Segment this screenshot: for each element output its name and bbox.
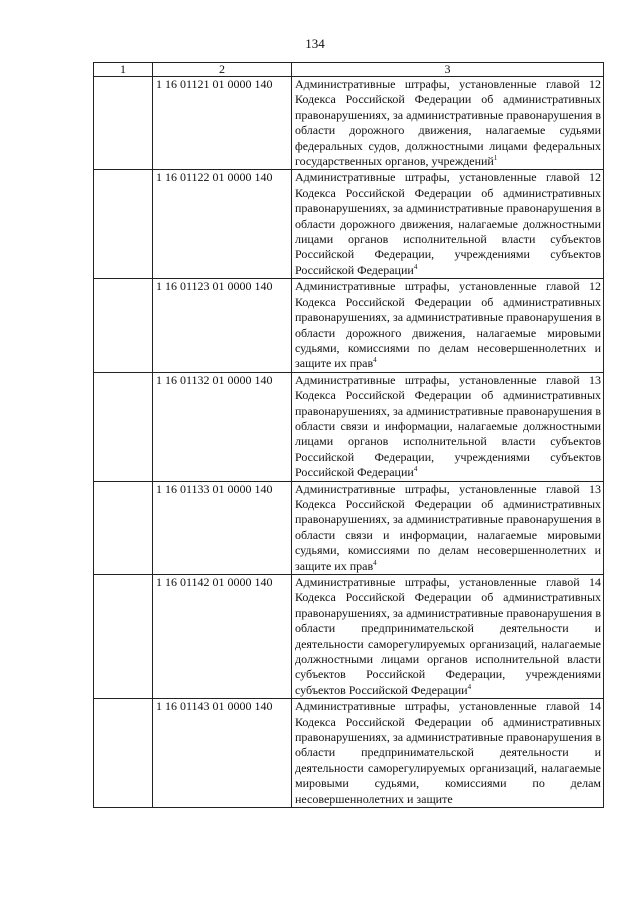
footnote-marker: 4 (413, 262, 418, 271)
budget-code-cell: 1 16 01132 01 0000 140 (153, 372, 292, 481)
description-cell (292, 170, 604, 279)
description-text: Административные штрафы, установленные главой 13 Кодекса Российской Федерации об административных правонарушениях, за административные правонарушения в области связи и информации, налагаемые должностными лицами органов исполнительной власти субъектов Российской Федерации, учреждениями субъектов Российской Федерации (295, 372, 601, 480)
table-row (94, 699, 604, 808)
budget-code-cell: 1 16 01142 01 0000 140 (153, 575, 292, 699)
description-text: Административные штрафы, установленные главой 12 Кодекса Российской Федерации об административных правонарушениях, за административные правонарушения в области дорожного движения, налагаемые должностными лицами органов исполнительной власти субъектов Российской Федерации, учреждениями субъектов Российской Федерации (295, 170, 601, 277)
description-text: Административные штрафы, установленные главой 12 Кодекса Российской Федерации об административных правонарушениях, за административные правонарушения в области дорожного движения, налагаемые мировыми судьями, комиссиями по делам несовершеннолетних и защите их прав (295, 279, 601, 371)
footnote-marker: 4 (373, 356, 377, 365)
row-number-cell (94, 481, 153, 574)
table-header-row (94, 63, 604, 77)
table-row (94, 77, 604, 170)
footnote-marker: 4 (467, 682, 472, 691)
description-cell (292, 279, 604, 372)
description-cell (292, 481, 604, 574)
table-row (94, 372, 604, 481)
column-header-2: 2 (153, 63, 292, 77)
row-number-cell (94, 279, 153, 372)
table-row (94, 279, 604, 372)
budget-code-cell: 1 16 01121 01 0000 140 (153, 77, 292, 170)
description-text: Административные штрафы, установленные главой 12 Кодекса Российской Федерации об административных правонарушениях, за административные правонарушения в области дорожного движения, налагаемые судьями федеральных судов, должностными лицами федеральных государственных органов, учреждений (295, 77, 601, 169)
table-row (94, 481, 604, 574)
budget-code-cell: 1 16 01122 01 0000 140 (153, 170, 292, 279)
footnote-marker: 1 (493, 154, 498, 163)
description-cell (292, 77, 604, 170)
footnote-marker: 4 (373, 558, 377, 567)
description-cell (292, 372, 604, 481)
table-row (94, 170, 604, 279)
page-number: 134 (305, 36, 325, 51)
description-cell (292, 699, 604, 808)
description-text: Административные штрафы, установленные главой 14 Кодекса Российской Федерации об административных правонарушениях, за административные правонарушения в области предпринимательской деятельности и деятельности саморегулируемых организаций, налагаемые мировыми судьями, комиссиями по делам несовершеннолетних и защите (295, 699, 601, 806)
budget-code-cell: 1 16 01143 01 0000 140 (153, 699, 292, 808)
footnote-marker: 4 (413, 465, 418, 474)
description-text: Административные штрафы, установленные главой 13 Кодекса Российской Федерации об административных правонарушениях, за административные правонарушения в области связи и информации, налагаемые мировыми судьями, комиссиями по делам несовершеннолетних и защите их прав (295, 481, 601, 573)
row-number-cell (94, 77, 153, 170)
description-text: Административные штрафы, установленные главой 14 Кодекса Российской Федерации об административных правонарушениях, за административные правонарушения в области предпринимательской деятельности и деятельности саморегулируемых организаций, налагаемые должностными лицами органов исполнительной власти субъектов Российской Федерации, учреждениями субъектов Российской Федерации (295, 575, 601, 697)
column-header-1: 1 (94, 63, 153, 77)
row-number-cell (94, 372, 153, 481)
row-number-cell (94, 170, 153, 279)
revenue-classification-table (93, 62, 604, 808)
column-header-3: 3 (292, 63, 604, 77)
row-number-cell (94, 699, 153, 808)
table-row (94, 575, 604, 699)
budget-code-cell: 1 16 01123 01 0000 140 (153, 279, 292, 372)
description-cell (292, 575, 604, 699)
row-number-cell (94, 575, 153, 699)
budget-code-cell: 1 16 01133 01 0000 140 (153, 481, 292, 574)
